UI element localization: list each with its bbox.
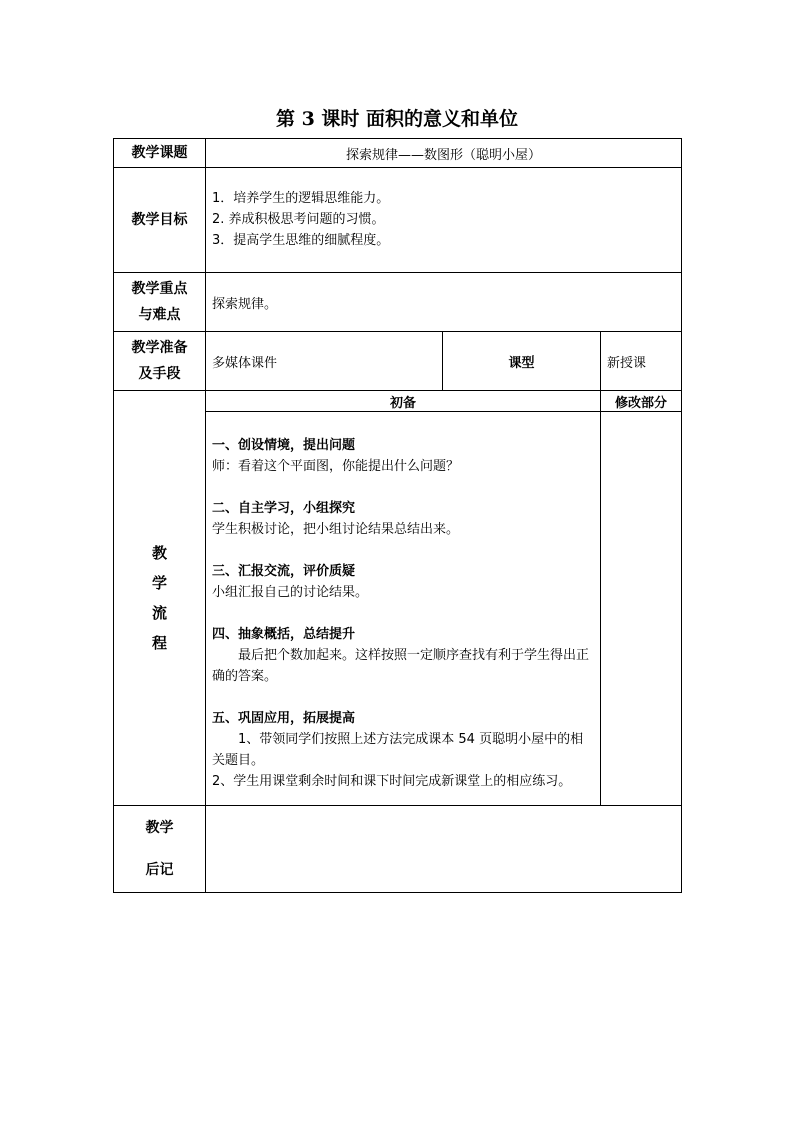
lesson-type-label: 课型	[443, 332, 601, 391]
process-label: 教 学 流 程	[114, 391, 206, 806]
section-text: 2、学生用课堂剩余时间和课下时间完成新课堂上的相应练习。	[212, 774, 572, 789]
preparation-label: 教学准备 及手段	[114, 332, 206, 391]
topic-row	[114, 139, 682, 168]
topic-value: 探索规律——数图形（聪明小屋）	[206, 139, 682, 168]
afterword-content	[206, 806, 682, 893]
section-text: 小组汇报自己的讨论结果。	[212, 585, 369, 600]
goal-item: 1．培养学生的逻辑思维能力。	[212, 191, 390, 206]
process-section	[212, 435, 596, 477]
lesson-type-value: 新授课	[601, 332, 682, 391]
revise-column-header: 修改部分	[601, 391, 682, 412]
key-points-value: 探索规律。	[206, 273, 682, 332]
process-section	[212, 708, 596, 792]
goal-item: 3．提高学生思维的细腻程度。	[212, 233, 390, 248]
goals-label: 教学目标	[114, 168, 206, 273]
page-title: 第 3 课时 面积的意义和单位	[275, 108, 519, 130]
section-title: 四、抽象概括，总结提升	[212, 627, 356, 642]
section-text: 师：看着这个平面图，你能提出什么问题？	[212, 459, 460, 474]
lesson-plan-table	[113, 138, 682, 893]
key-points-row	[114, 273, 682, 332]
section-title: 二、自主学习，小组探究	[212, 501, 356, 516]
draft-column-header: 初备	[206, 391, 601, 412]
goals-list	[206, 168, 682, 273]
goal-item: 2. 养成积极思考问题的习惯。	[212, 212, 385, 227]
preparation-value: 多媒体课件	[206, 332, 443, 391]
section-title: 三、汇报交流，评价质疑	[212, 564, 356, 579]
section-text: 1、带领同学们按照上述方法完成课本 54 页聪明小屋中的相关题目。	[212, 732, 584, 768]
topic-label: 教学课题	[114, 139, 206, 168]
process-section	[212, 498, 596, 540]
section-text: 学生积极讨论，把小组讨论结果总结出来。	[212, 522, 460, 537]
process-section	[212, 561, 596, 603]
process-header-row	[114, 391, 682, 412]
process-content	[206, 412, 601, 806]
afterword-row	[114, 806, 682, 893]
process-section	[212, 624, 596, 687]
key-points-label: 教学重点 与难点	[114, 273, 206, 332]
section-title: 五、巩固应用，拓展提高	[212, 711, 356, 726]
revise-content	[601, 412, 682, 806]
preparation-row	[114, 332, 682, 391]
section-title: 一、创设情境，提出问题	[212, 438, 356, 453]
afterword-label: 教学 后记	[114, 806, 206, 893]
section-text: 最后把个数加起来。这样按照一定顺序查找有利于学生得出正确的答案。	[212, 648, 590, 684]
goals-row	[114, 168, 682, 273]
